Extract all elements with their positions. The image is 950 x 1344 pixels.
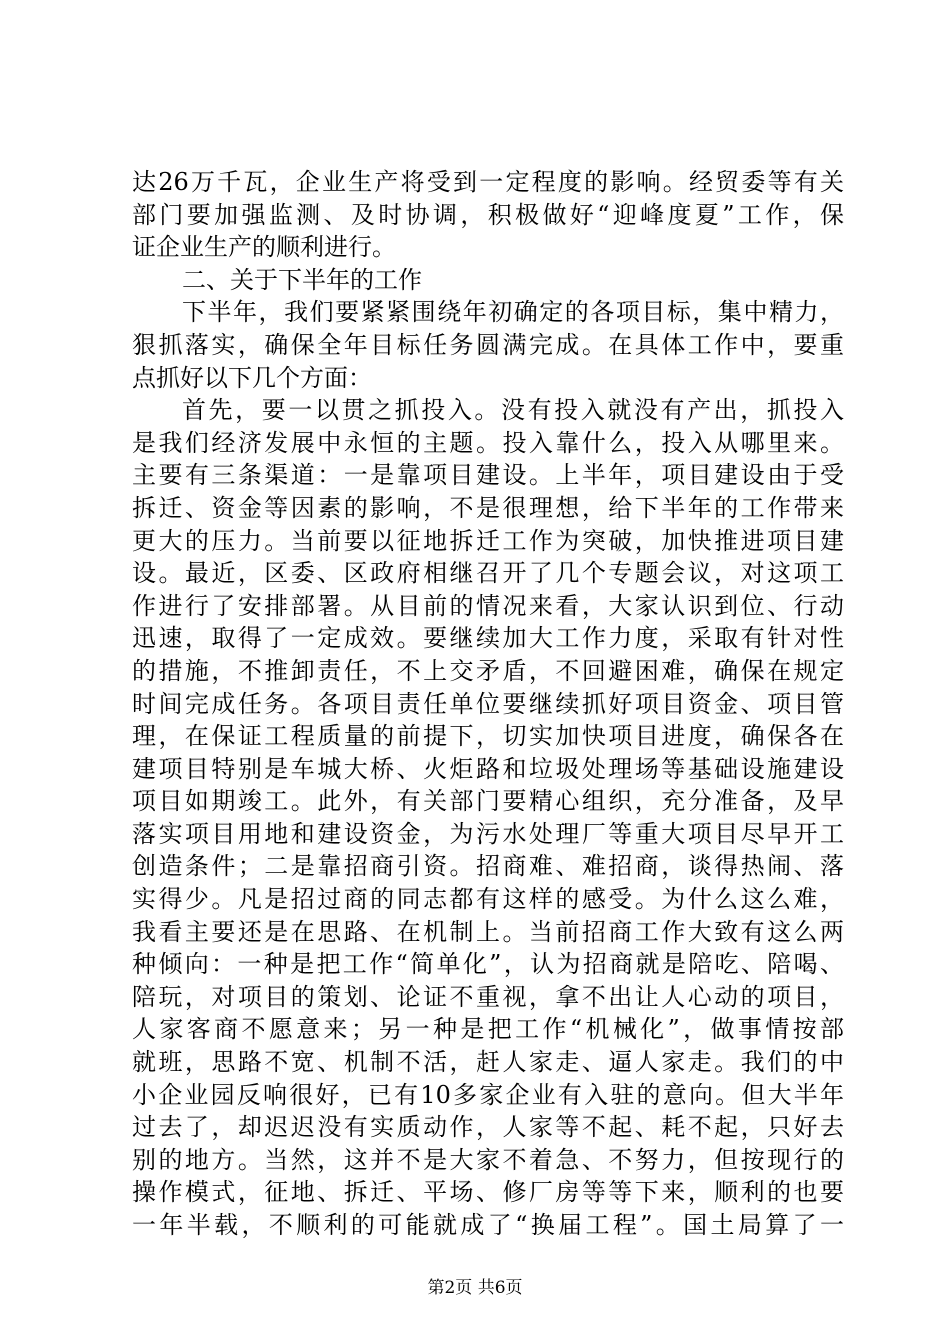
text-line: 过去了，却迟迟没有实质动作，人家等不起、耗不起，只好去 bbox=[132, 1113, 844, 1142]
text-line: 更大的压力。当前要以征地拆迁工作为突破，加快推进项目建 bbox=[132, 526, 844, 555]
text-line: 建项目特别是车城大桥、火炬路和垃圾处理场等基础设施建设 bbox=[132, 754, 844, 783]
text-line: 首先，要一以贯之抓投入。没有投入就没有产出，抓投入 bbox=[182, 396, 844, 425]
text-line: 点抓好以下几个方面： bbox=[132, 363, 372, 392]
text-line: 狠抓落实，确保全年目标任务圆满完成。在具体工作中，要重 bbox=[132, 330, 844, 359]
text-line: 理，在保证工程质量的前提下，切实加快项目进度，确保各在 bbox=[132, 722, 844, 751]
text-line: 的措施，不推卸责任，不上交矛盾，不回避困难，确保在规定 bbox=[132, 656, 844, 685]
section-heading: 二、关于下半年的工作 bbox=[182, 265, 422, 294]
text-line: 部门要加强监测、及时协调，积极做好“迎峰度夏”工作，保 bbox=[132, 200, 844, 229]
text-line: 人家客商不愿意来；另一种是把工作“机械化”，做事情按部 bbox=[132, 1015, 844, 1044]
text-line: 下半年，我们要紧紧围绕年初确定的各项目标，集中精力， bbox=[182, 298, 844, 327]
text-line: 迅速，取得了一定成效。要继续加大工作力度，采取有针对性 bbox=[132, 624, 844, 653]
text-line: 是我们经济发展中永恒的主题。投入靠什么，投入从哪里来。 bbox=[132, 428, 844, 457]
text-line: 创造条件；二是靠招商引资。招商难、难招商，谈得热闹、落 bbox=[132, 852, 844, 881]
page-number-footer: 第2页 共6页 bbox=[427, 1278, 523, 1298]
text-line: 别的地方。当然，这并不是大家不着急、不努力，但按现行的 bbox=[132, 1145, 844, 1174]
text-line: 时间完成任务。各项目责任单位要继续抓好项目资金、项目管 bbox=[132, 689, 844, 718]
text-line: 小企业园反响很好，已有10多家企业有入驻的意向。但大半年 bbox=[132, 1080, 844, 1109]
text-line: 主要有三条渠道：一是靠项目建设。上半年，项目建设由于受 bbox=[132, 461, 844, 490]
text-line: 操作模式，征地、拆迁、平场、修厂房等等下来，顺利的也要 bbox=[132, 1178, 844, 1207]
text-line: 种倾向：一种是把工作“简单化”，认为招商就是陪吃、陪喝、 bbox=[132, 950, 844, 979]
text-line: 我看主要还是在思路、在机制上。当前招商工作大致有这么两 bbox=[132, 917, 844, 946]
text-line: 一年半载，不顺利的可能就成了“换届工程”。国土局算了一 bbox=[132, 1211, 844, 1239]
text-line: 就班，思路不宽、机制不活，赶人家走、逼人家走。我们的中 bbox=[132, 1048, 844, 1077]
text-line: 实得少。凡是招过商的同志都有这样的感受。为什么这么难， bbox=[132, 885, 844, 914]
text-line: 项目如期竣工。此外，有关部门要精心组织，充分准备，及早 bbox=[132, 787, 844, 816]
text-line: 证企业生产的顺利进行。 bbox=[132, 233, 396, 262]
text-line: 设。最近，区委、区政府相继召开了几个专题会议，对这项工 bbox=[132, 559, 844, 588]
text-line: 达26万千瓦，企业生产将受到一定程度的影响。经贸委等有关 bbox=[132, 168, 844, 196]
text-line: 陪玩，对项目的策划、论证不重视，拿不出让人心动的项目， bbox=[132, 982, 844, 1011]
text-line: 落实项目用地和建设资金，为污水处理厂等重大项目尽早开工 bbox=[132, 819, 844, 848]
text-line: 作进行了安排部署。从目前的情况来看，大家认识到位、行动 bbox=[132, 591, 844, 620]
document-body bbox=[132, 166, 844, 1242]
text-line: 拆迁、资金等因素的影响，不是很理想，给下半年的工作带来 bbox=[132, 493, 844, 522]
